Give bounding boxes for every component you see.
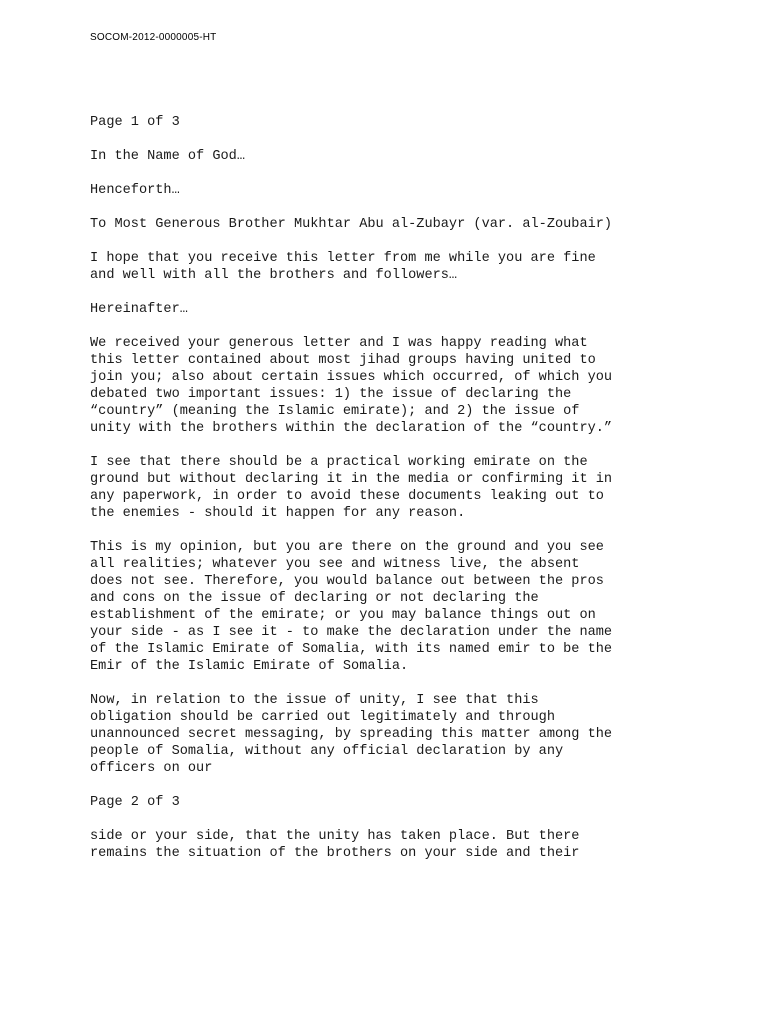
paragraph [90,828,680,862]
text-line: Now, in relation to the issue of unity, I see that this [90,693,539,708]
text-line: unity with the brothers within the declaration of the “country.” [90,421,613,436]
text-line: join you; also about certain issues which occurred, of which you [90,370,613,385]
text-line: obligation should be carried out legitimately and through [90,710,555,725]
paragraph [90,454,680,522]
document-id: SOCOM-2012-0000005-HT [90,32,217,43]
text-line: any paperwork, in order to avoid these documents leaking out to [90,489,604,504]
paragraph [90,692,680,777]
text-line: To Most Generous Brother Mukhtar Abu al-Zubayr (var. al-Zoubair) [90,217,613,232]
text-line: I see that there should be a practical working emirate on the [90,455,588,470]
paragraph [90,148,680,165]
text-line: I hope that you receive this letter from me while you are fine [90,251,596,266]
text-line: Henceforth… [90,183,180,198]
paragraph [90,794,680,811]
text-line: In the Name of God… [90,149,245,164]
text-line: all realities; whatever you see and witness live, the absent [90,557,580,572]
text-line: establishment of the emirate; or you may balance things out on [90,608,596,623]
paragraph [90,301,680,318]
text-line: debated two important issues: 1) the issue of declaring the [90,387,572,402]
text-line: officers on our [90,761,213,776]
text-line: side or your side, that the unity has taken place. But there [90,829,580,844]
text-line: of the Islamic Emirate of Somalia, with its named emir to be the [90,642,613,657]
text-line: This is my opinion, but you are there on the ground and you see [90,540,604,555]
paragraph [90,114,680,131]
text-line: We received your generous letter and I was happy reading what [90,336,588,351]
letter-body [90,114,680,879]
paragraph [90,335,680,437]
text-line: “country” (meaning the Islamic emirate); and 2) the issue of [90,404,580,419]
paragraph [90,216,680,233]
text-line: and cons on the issue of declaring or not declaring the [90,591,539,606]
text-line: Emir of the Islamic Emirate of Somalia. [90,659,409,674]
text-line: ground but without declaring it in the media or confirming it in [90,472,613,487]
text-line: this letter contained about most jihad groups having united to [90,353,596,368]
text-line: Page 1 of 3 [90,115,180,130]
text-line: your side - as I see it - to make the declaration under the name [90,625,613,640]
paragraph [90,250,680,284]
text-line: the enemies - should it happen for any reason. [90,506,466,521]
text-line: Page 2 of 3 [90,795,180,810]
text-line: unannounced secret messaging, by spreading this matter among the [90,727,613,742]
paragraph [90,539,680,675]
paragraph [90,182,680,199]
text-line: Hereinafter… [90,302,188,317]
text-line: and well with all the brothers and followers… [90,268,458,283]
text-line: remains the situation of the brothers on your side and their [90,846,580,861]
text-line: does not see. Therefore, you would balance out between the pros [90,574,604,589]
text-line: people of Somalia, without any official declaration by any [90,744,564,759]
